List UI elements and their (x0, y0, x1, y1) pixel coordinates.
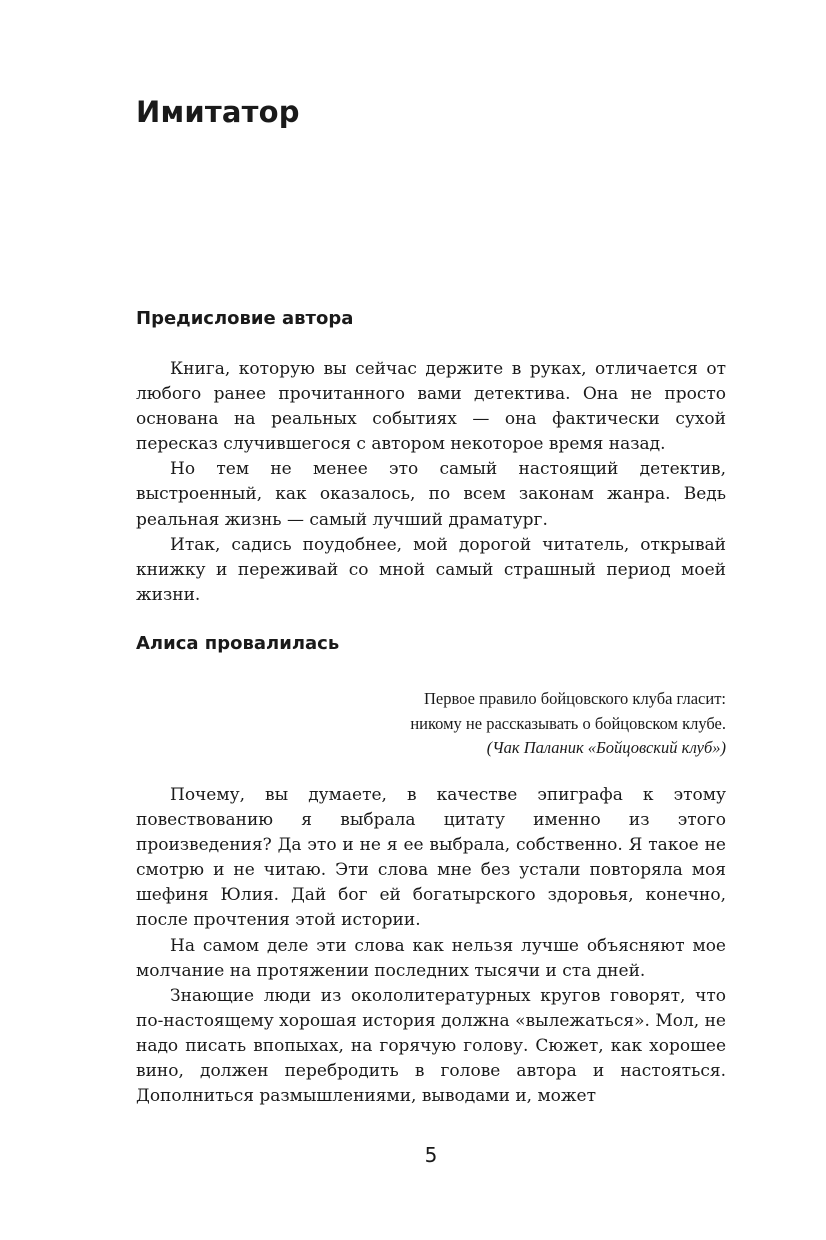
preface-heading: Предисловие автора (136, 308, 354, 329)
preface-paragraph: Итак, садись поудобнее, мой дорогой читатель, открывай книжку и переживай со мной самый страшный период моей жизни. (136, 534, 726, 605)
epigraph-line: Первое правило бойцовского клуба гласит: (424, 689, 726, 708)
chapter-heading: Алиса провалилась (136, 633, 340, 654)
chapter-paragraph: Знающие люди из окололитературных кругов говорят, что по-настоящему хорошая история должна «вылежаться». Мол, не надо писать впопыхах, на горячую голову. Сюжет, как хорошее вино, должен перебродить в голове автора и настояться. Дополниться размышлениями, выводами и, может (136, 985, 726, 1107)
epigraph-source: (Чак Паланик «Бойцовский клуб») (486, 738, 726, 757)
epigraph (306, 687, 726, 761)
chapter-body (136, 783, 726, 1109)
epigraph-line: никому не рассказывать о бойцовском клубе. (410, 713, 726, 733)
book-title: Имитатор (136, 95, 300, 129)
chapter-paragraph: Почему, вы думаете, в качестве эпиграфа к этому повествованию я выбрала цитату именно из этого произведения? Да это и не я ее выбрала, собственно. Я такое не смотрю и не читаю. Эти слова мне без устали повторяла моя шефиня Юлия. Дай бог ей богатырского здоровья, конечно, после прочтения этой истории. (136, 785, 726, 931)
preface-paragraph: Книга, которую вы сейчас держите в руках, отличается от любого ранее прочитанного вами детектива. Она не просто основана на реальных событиях — она фактически сухой пересказ случившегося с автором некоторое время назад. (136, 359, 726, 455)
preface-body (136, 357, 726, 608)
page-number: 5 (424, 1143, 438, 1167)
preface-paragraph: Но тем не менее это самый настоящий детектив, выстроенный, как оказалось, по всем законам жанра. Ведь реальная жизнь — самый лучший драматург. (136, 459, 726, 530)
chapter-paragraph: На самом деле эти слова как нельзя лучше объясняют мое молчание на протяжении последних тысячи и ста дней. (136, 935, 726, 981)
